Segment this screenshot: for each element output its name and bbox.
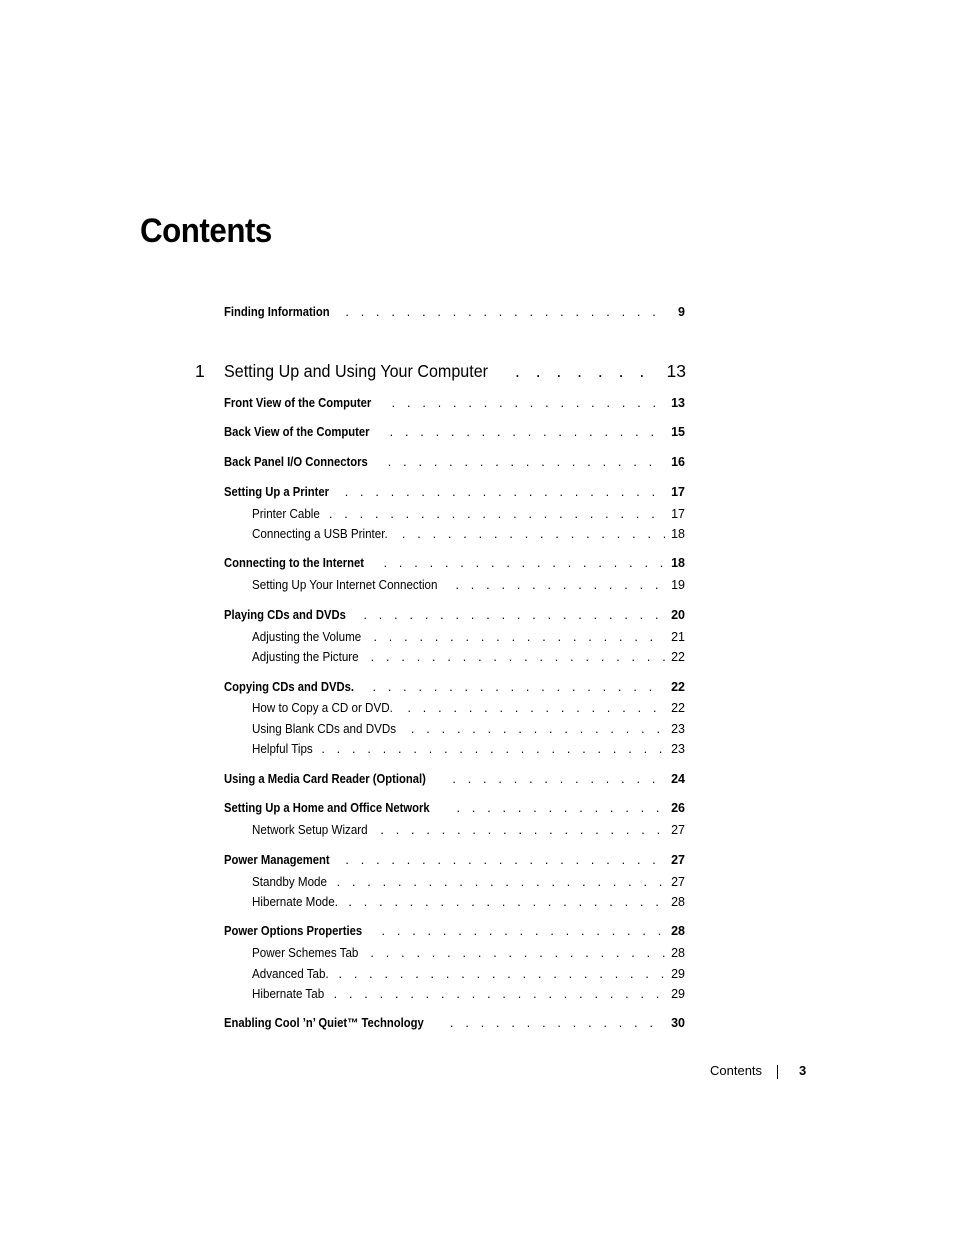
toc-subsection-entry[interactable] [252, 628, 685, 646]
toc-entry-page: 15 [671, 425, 685, 439]
toc-leader-dots [373, 628, 665, 646]
toc-entry-page: 22 [671, 701, 685, 715]
toc-entry-label: Connecting a USB Printer. [252, 527, 388, 541]
toc-entry-label: Playing CDs and DVDs [224, 608, 346, 622]
toc-entry-page: 17 [671, 485, 685, 499]
toc-entry-page: 13 [671, 396, 685, 410]
toc-entry-page: 27 [671, 823, 685, 837]
toc-entry-label: Setting Up a Printer [224, 485, 330, 499]
toc-entry-page: 27 [671, 875, 685, 889]
toc-entry-page: 18 [671, 556, 685, 570]
toc-chapter-entry[interactable] [224, 359, 686, 383]
toc-entry-page: 9 [678, 305, 685, 319]
toc-section-entry[interactable] [224, 770, 685, 788]
chapter-number: 1 [195, 361, 205, 381]
toc-leader-dots [372, 678, 665, 696]
toc-entry-label: Using Blank CDs and DVDs [252, 722, 397, 736]
toc-entry-page: 18 [671, 527, 685, 541]
toc-entry-label: Back View of the Computer [224, 425, 370, 439]
toc-entry-label: Hibernate Mode. [252, 895, 338, 909]
toc-leader-dots [390, 423, 665, 441]
toc-entry-label: Power Management [224, 853, 330, 867]
toc-entry-page: 30 [671, 1016, 685, 1030]
toc-subsection-entry[interactable] [252, 873, 685, 891]
toc-section-entry[interactable] [224, 678, 685, 696]
toc-leader-dots [388, 453, 665, 471]
toc-section-entry[interactable] [224, 922, 685, 940]
toc-entry-label: Advanced Tab. [252, 967, 329, 981]
toc-entry-label: Network Setup Wizard [252, 823, 368, 837]
toc-entry-page: 27 [671, 853, 685, 867]
toc-entry-label: Adjusting the Picture [252, 650, 359, 664]
toc-entry-label: Printer Cable [252, 507, 320, 521]
toc-section-entry[interactable] [224, 483, 685, 501]
toc-leader-dots [407, 699, 665, 717]
toc-leader-dots [382, 922, 665, 940]
toc-leader-dots [457, 799, 665, 817]
toc-leader-dots [345, 303, 665, 321]
toc-subsection-entry[interactable] [252, 985, 685, 1003]
toc-subsection-entry[interactable] [252, 525, 685, 543]
toc-entry-finding-information[interactable] [224, 303, 685, 321]
toc-entry-page: 28 [671, 946, 685, 960]
toc-leader-dots [345, 483, 665, 501]
toc-leader-dots [329, 505, 665, 523]
toc-leader-dots [384, 554, 665, 572]
toc-section-entry[interactable] [224, 554, 685, 572]
toc-entry-label: How to Copy a CD or DVD. [252, 701, 393, 715]
toc-leader-dots [348, 893, 665, 911]
toc-subsection-entry[interactable] [252, 944, 685, 962]
toc-leader-dots [411, 720, 665, 738]
toc-entry-page: 23 [671, 722, 685, 736]
toc-entry-label: Copying CDs and DVDs. [224, 680, 355, 694]
toc-section-entry[interactable] [224, 851, 685, 869]
footer-label: Contents [710, 1063, 763, 1078]
toc-entry-label: Front View of the Computer [224, 396, 372, 410]
toc-entry-label: Power Options Properties [224, 924, 363, 938]
toc-entry-page: 19 [671, 578, 685, 592]
toc-entry-page: 20 [671, 608, 685, 622]
toc-subsection-entry[interactable] [252, 505, 685, 523]
toc-entry-label: Setting Up a Home and Office Network [224, 801, 430, 815]
toc-leader-dots [370, 944, 665, 962]
toc-section-entry[interactable] [224, 606, 685, 624]
toc-entry-page: 21 [671, 630, 685, 644]
chapter-title: Setting Up and Using Your Computer [224, 361, 489, 381]
toc-entry-label: Connecting to the Internet [224, 556, 365, 570]
toc-leader-dots [452, 770, 665, 788]
toc-leader-dots [450, 1014, 665, 1032]
toc-entry-page: 29 [671, 987, 685, 1001]
toc-entry-page: 22 [671, 680, 685, 694]
toc-leader-dots [338, 965, 665, 983]
toc-subsection-entry[interactable] [252, 740, 685, 758]
toc-entry-page: 22 [671, 650, 685, 664]
toc-subsection-entry[interactable] [252, 821, 685, 839]
toc-leader-dots [321, 740, 665, 758]
toc-subsection-entry[interactable] [252, 965, 685, 983]
toc-entry-label: Enabling Cool ’n’ Quiet™ Technology [224, 1016, 424, 1030]
toc-entry-page: 29 [671, 967, 685, 981]
toc-entry-label: Standby Mode [252, 875, 327, 889]
toc-section-entry[interactable] [224, 394, 685, 412]
toc-leader-dots [345, 851, 665, 869]
toc-entry-page: 26 [671, 801, 685, 815]
toc-entry-label: Helpful Tips [252, 742, 313, 756]
toc-section-entry[interactable] [224, 423, 685, 441]
toc-subsection-entry[interactable] [252, 648, 685, 666]
toc-entry-label: Using a Media Card Reader (Optional) [224, 772, 426, 786]
toc-entry-page: 28 [671, 895, 685, 909]
toc-section-entry[interactable] [224, 1014, 685, 1032]
toc-leader-dots [380, 821, 665, 839]
toc-entry-page: 17 [671, 507, 685, 521]
toc-leader-dots [363, 606, 665, 624]
toc-entry-label: Hibernate Tab [252, 987, 325, 1001]
toc-leader-dots [337, 873, 665, 891]
page-title: Contents [140, 212, 272, 250]
toc-leader-dots [402, 525, 665, 543]
toc-entry-label: Power Schemes Tab [252, 946, 359, 960]
footer-divider [777, 1065, 778, 1079]
footer-page-number: 3 [799, 1063, 807, 1078]
toc-leader-dots [515, 359, 661, 383]
toc-entry-page: 16 [671, 455, 685, 469]
toc-entry-label: Setting Up Your Internet Connection [252, 578, 438, 592]
toc-leader-dots [455, 576, 665, 594]
toc-leader-dots [392, 394, 665, 412]
toc-leader-dots [334, 985, 665, 1003]
toc-subsection-entry[interactable] [252, 576, 685, 594]
toc-section-entry[interactable] [224, 799, 685, 817]
toc-entry-label: Adjusting the Volume [252, 630, 362, 644]
toc-subsection-entry[interactable] [252, 893, 685, 911]
toc-entry-page: 28 [671, 924, 685, 938]
toc-entry-page: 24 [671, 772, 685, 786]
toc-entry-label: Finding Information [224, 305, 330, 319]
toc-subsection-entry[interactable] [252, 720, 685, 738]
toc-entry-page: 23 [671, 742, 685, 756]
toc-leader-dots [371, 648, 665, 666]
toc-section-entry[interactable] [224, 453, 685, 471]
toc-subsection-entry[interactable] [252, 699, 685, 717]
chapter-page: 13 [666, 361, 686, 381]
toc-entry-label: Back Panel I/O Connectors [224, 455, 368, 469]
